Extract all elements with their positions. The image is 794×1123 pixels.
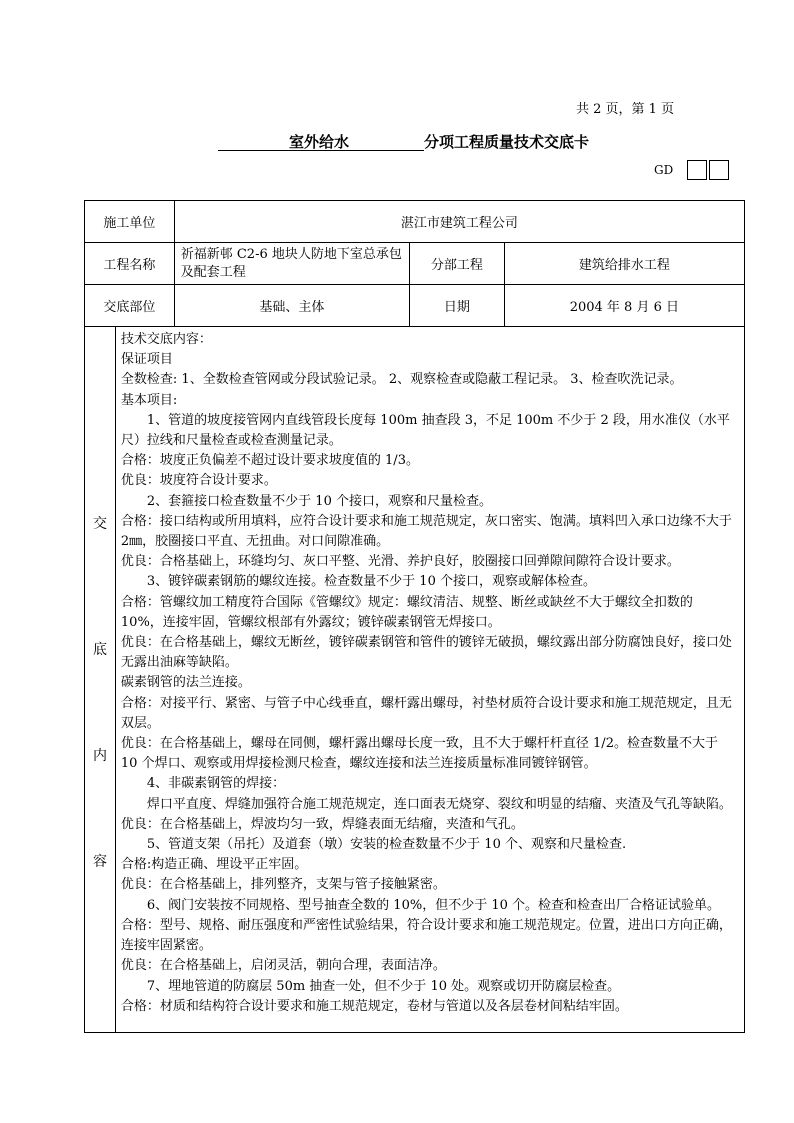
content-line: 全数检查: 1、全数检查管网或分段试验记录。 2、观察检查或隐蔽工程记录。 3、检查吹洗记录。	[120, 372, 683, 388]
gd-box-1	[687, 160, 707, 180]
content-line: 合格:构造正确、埋设平正牢固。	[120, 857, 308, 873]
side-char-4: 容	[93, 854, 107, 870]
content-line: 优良：坡度符合设计要求。	[120, 473, 277, 489]
label-disclosure-part: 交底部位	[85, 285, 175, 327]
label-sub-project: 分部工程	[410, 243, 505, 285]
content-line: 保证项目	[120, 352, 173, 368]
content-line: 优良：在合格基础上，排列整齐，支架与管子接触紧密。	[120, 877, 446, 893]
title-fill-in: 室外给水	[218, 131, 424, 151]
content-line: 7、埋地管道的防腐层 50m 抽查一处，但不少于 10 处。观察或切开防腐层检查。	[146, 978, 621, 994]
side-char-2: 底	[93, 642, 107, 658]
content-line: 6、阀门安装按不同规格、型号抽查全数的 10%，但不少于 10 个。检查和检查出厂合格证试验单。	[146, 897, 721, 913]
label-construction-unit: 施工单位	[85, 201, 175, 243]
content-line: 3、镀锌碳素钢筋的螺纹连接。检查数量不少于 10 个接口，观察或解体检查。	[146, 574, 596, 590]
content-line: 优良：在合格基础上，螺纹无断丝，镀锌碳素钢管和管件的镀锌无破损，螺纹露出部分防腐蚀良好，接口处无露出油麻等缺陷。	[120, 635, 732, 671]
side-char-3: 内	[93, 748, 107, 764]
content-line: 基本项目:	[120, 392, 178, 408]
content-line: 合格：接口结构或所用填料，应符合设计要求和施工规范规定，灰口密实、饱满。填料凹入承口边缘不大于 2㎜，胶圈接口平直、无扭曲。对口间隙准确。	[120, 513, 732, 550]
content-line: 合格：对接平行、紧密、与管子中心线垂直，螺杆露出螺母，衬垫材质符合设计要求和施工规范规定，且无双层。	[120, 695, 732, 731]
gd-label: GD	[654, 163, 674, 177]
content-line: 合格：型号、规格、耐压强度和严密性试验结果，符合设计要求和施工规范规定。位置，进出口方向正确，连接牢固紧密。	[120, 917, 732, 954]
content-line: 4、非碳素钢管的焊接：	[146, 776, 286, 792]
content-line: 合格：管螺纹加工精度符合国际《管螺纹》规定：螺纹清洁、规整、断丝或缺丝不大于螺纹全扣数的 10%，连接牢固，管螺纹根部有外露纹；镀锌碳素钢管无焊接口。	[120, 594, 693, 630]
disclosure-table	[84, 200, 745, 1033]
content-line: 优良：在合格基础上，焊波均匀一致，焊缝表面无结瘤，夹渣和气孔。	[120, 816, 524, 832]
content-line: 技术交底内容：	[120, 332, 212, 347]
value-project-name: 祈福新邨 C2-6 地块人防地下室总承包及配套工程	[174, 243, 409, 285]
content-line: 焊口平直度、焊缝加强符合施工规范规定，连口面表无烧穿、裂纹和明显的结瘤、夹渣及气孔等缺陷。	[146, 796, 732, 812]
value-construction-unit: 湛江市建筑工程公司	[174, 201, 744, 243]
title-text: 分项工程质量技术交底卡	[424, 133, 590, 151]
side-label-disclosure-content	[85, 327, 116, 1033]
label-project-name: 工程名称	[85, 243, 175, 285]
gd-box-2	[709, 160, 729, 180]
content-line: 优良：在合格基础上，启闭灵活，朝向合理，表面洁净。	[120, 958, 446, 974]
disclosure-content	[115, 327, 744, 1033]
content-line: 碳素钢管的法兰连接。	[120, 675, 251, 691]
value-disclosure-part: 基础、主体	[174, 285, 409, 327]
content-line: 合格：坡度正负偏差不超过设计要求坡度值的 1/3。	[120, 453, 419, 469]
side-char-1: 交	[93, 516, 107, 532]
value-sub-project: 建筑给排水工程	[504, 243, 744, 285]
gd-code	[654, 160, 729, 180]
document-title	[218, 131, 638, 153]
content-line: 1、管道的坡度接管网内直线管段长度每 100m 抽查段 3，不足 100m 不少于 2 段，用水准仪（水平尺）拉线和尺量检查或检查测量记录。	[120, 412, 730, 449]
content-line: 优良：在合格基础上，螺母在同侧，螺杆露出螺母长度一致，且不大于螺杆杆直径 1/2。检查数量不大于 10 个焊口、观察或用焊接检测尺检查，螺纹连接和法兰连接质量标准同镀锌钢管。	[120, 736, 718, 772]
content-line: 5、管道支架（吊托）及道套（墩）安装的检查数量不少于 10 个、观察和尺量检查.	[146, 837, 627, 853]
label-date: 日期	[410, 285, 505, 327]
value-date: 2004 年 8 月 6 日	[504, 285, 744, 327]
content-line: 合格：材质和结构符合设计要求和施工规范规定，卷材与管道以及各层卷材间粘结牢固。	[120, 998, 628, 1014]
content-line: 优良：合格基础上，环缝均匀、灰口平整、光滑、养护良好，胶圈接口回弹隙间隙符合设计要求。	[120, 554, 680, 570]
page-indicator: 共 2 页，第 1 页	[576, 102, 675, 117]
content-line: 2、套箍接口检查数量不少于 10 个接口，观察和尺量检查。	[146, 493, 492, 509]
